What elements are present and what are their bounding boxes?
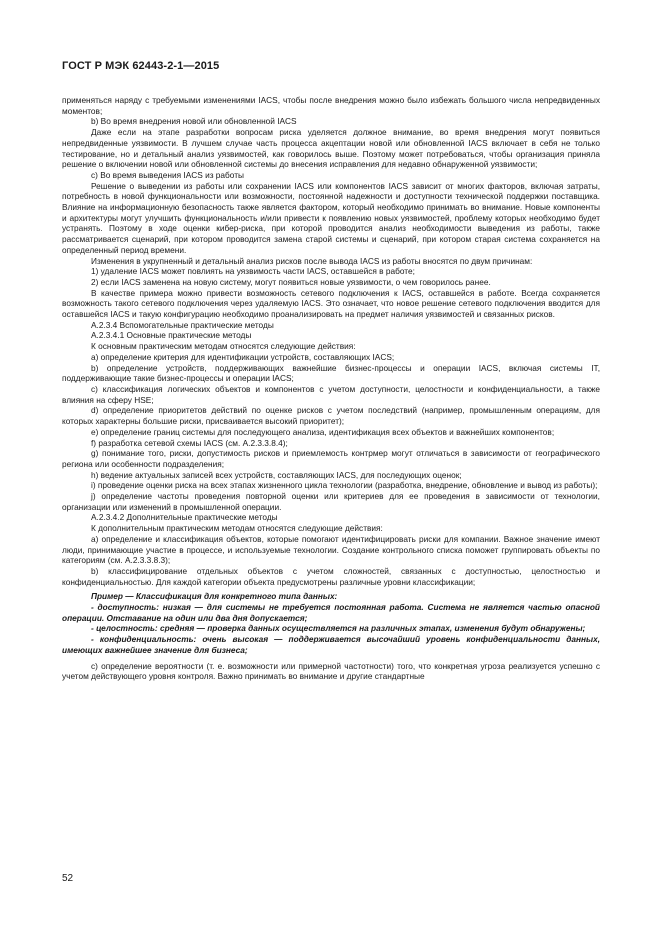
list-item: b) классифицирование отдельных объектов с учетом сложностей, связанных с доступностью, целостностью и конфиденциальностью. Для каждой категории объекта предусмотрены различные уровни классификации;: [62, 565, 600, 587]
list-item: c) классификация логических объектов и компонентов с учетом доступности, целостности и конфиденциальности, а также влияния на сферу HSE;: [62, 383, 600, 405]
paragraph: 2) если IACS заменена на новую систему, могут появиться новые уязвимости, о чем говорилось ранее.: [91, 276, 491, 287]
paragraph: В качестве примера можно привести возможность сетевого подключения к IACS, оставшейся в работе. Всегда сохраняется возможность такого сетевого подключения через удаляемую IACS. Это означает, что новое решение сетевого подключения вводится для оставшейся IACS и такую конфигурацию необходимо проанализировать на предмет наличия уязвимостей и связанных рисков.: [62, 287, 600, 320]
list-item: i) проведение оценки риска на всех этапах жизненного цикла технологии (разработка, внедрение, обновление и вывод из работы);: [91, 480, 598, 491]
list-item: c) определение вероятности (т. е. возможности или примерной частотности) того, что конкретная угроза реализуется успешно с учетом действующего уровня контроля. Важно принимать во внимание и другие стандартные: [62, 660, 600, 682]
paragraph: 1) удаление IACS может повлиять на уязвимость части IACS, оставшейся в работе;: [91, 266, 415, 277]
list-item: g) понимание того, риски, допустимость рисков и приемлемость контрмер могут отличаться в зависимости от географического региона или особенности подразделения;: [62, 448, 600, 469]
paragraph: К дополнительным практическим методам относятся следующие действия:: [91, 523, 383, 534]
paragraph: Изменения в укрупненный и детальный анализ рисков после вывода IACS из работы вносятся по двум причинам:: [91, 255, 533, 266]
list-item: h) ведение актуальных записей всех устройств, составляющих IACS, для последующих оценок;: [91, 469, 462, 480]
section-heading: A.2.3.4.2 Дополнительные практические методы: [91, 512, 278, 523]
example-block: [62, 591, 600, 655]
example-item: - целостность: средняя — проверка данных осуществляется на различных этапах, изменения будут обнаружены;: [91, 623, 586, 634]
document-body: [62, 95, 600, 682]
paragraph: b) Во время внедрения новой или обновленной IACS: [91, 116, 297, 127]
paragraph: c) Во время выведения IACS из работы: [91, 169, 244, 180]
section-heading: A.2.3.4.1 Основные практические методы: [91, 330, 252, 341]
paragraph: Решение о выведении из работы или сохранении IACS или компонентов IACS зависит от многих факторов, включая затраты, потребность в новой функциональности или возможности, постоянной надежности и доступности технической поддержки поставщика. Влияние на информационную безопасность также является фактором, который необходимо принимать во внимание. Новые компоненты и архитектуры могут улучшить функциональность и/или привести к появлению новых уязвимостей, проблему которых необходимо будет устранять. Поэтому в ходе оценки кибер-риска, при которой проводится анализ необходимости выведения из работы, также рассматривается сценарий, при котором проводится замена старой системы и сценарий, при котором старая система сохраняется на определенный период времени.: [62, 180, 600, 255]
example-title: Пример — Классификация для конкретного типа данных:: [91, 591, 338, 602]
paragraph: К основным практическим методам относятся следующие действия:: [91, 341, 356, 352]
list-item: d) определение приоритетов действий по оценке рисков с учетом последствий (например, промышленным операциям, для которых характерны большие риски, присваивается высокий приоритет);: [62, 405, 600, 427]
paragraph: Даже если на этапе разработки вопросам риска уделяется должное внимание, во время внедрения могут появиться непредвиденные уязвимости. В лучшем случае часть процесса акцептации новой или обновленной IACS включает в себя не только тестирование, но и детальный анализ уязвимостей, как говорилось выше. Поэтому может потребоваться, чтобы организация приняла решение о включении новой или обновленной системы до внесения исправления для недавно обнаруженной уязвимости;: [62, 127, 600, 170]
section-heading: A.2.3.4 Вспомогательные практические методы: [91, 319, 274, 330]
list-item: a) определение и классификация объектов, которые помогают идентифицировать риски для компании. Важное значение имеют люди, принимающие участие в процессе, и используемые технологии. Создание контрольного списка поможет группировать объекты по категориям (см. A.2.3.3.8.3);: [62, 533, 600, 566]
page-number: 52: [62, 873, 74, 884]
list-item: e) определение границ системы для последующего анализа, идентификация всех объектов и важнейших компонентов;: [91, 426, 555, 437]
example-item: - конфиденциальность: очень высокая — поддерживается высочайший уровень конфиденциальности данных, имеющих важнейшее значение для бизнеса;: [62, 634, 600, 655]
list-item: b) определение устройств, поддерживающих важнейшие бизнес-процессы и операции IACS, включая системы IT, поддерживающие такие бизнес-процессы и операции IACS;: [62, 362, 600, 384]
list-item: a) определение критерия для идентификации устройств, составляющих IACS;: [91, 351, 395, 362]
continuation-block: [62, 661, 600, 682]
example-item: - доступность: низкая — для системы не требуется постоянная работа. Система не является частью опасной операции. Отставание на один или два дня допускается;: [62, 602, 600, 623]
document-header: ГОСТ Р МЭК 62443-2-1—2015: [62, 60, 220, 72]
paragraph: применяться наряду с требуемыми изменениями IACS, чтобы после внедрения можно было избежать большого числа непредвиденных моментов;: [62, 95, 600, 116]
list-item: j) определение частоты проведения повторной оценки или критериев для ее проведения в зависимости от технологии, организации или изменений в промышленной операции.: [62, 491, 600, 512]
list-item: f) разработка сетевой схемы IACS (см. A.2.3.3.8.4);: [91, 437, 288, 448]
